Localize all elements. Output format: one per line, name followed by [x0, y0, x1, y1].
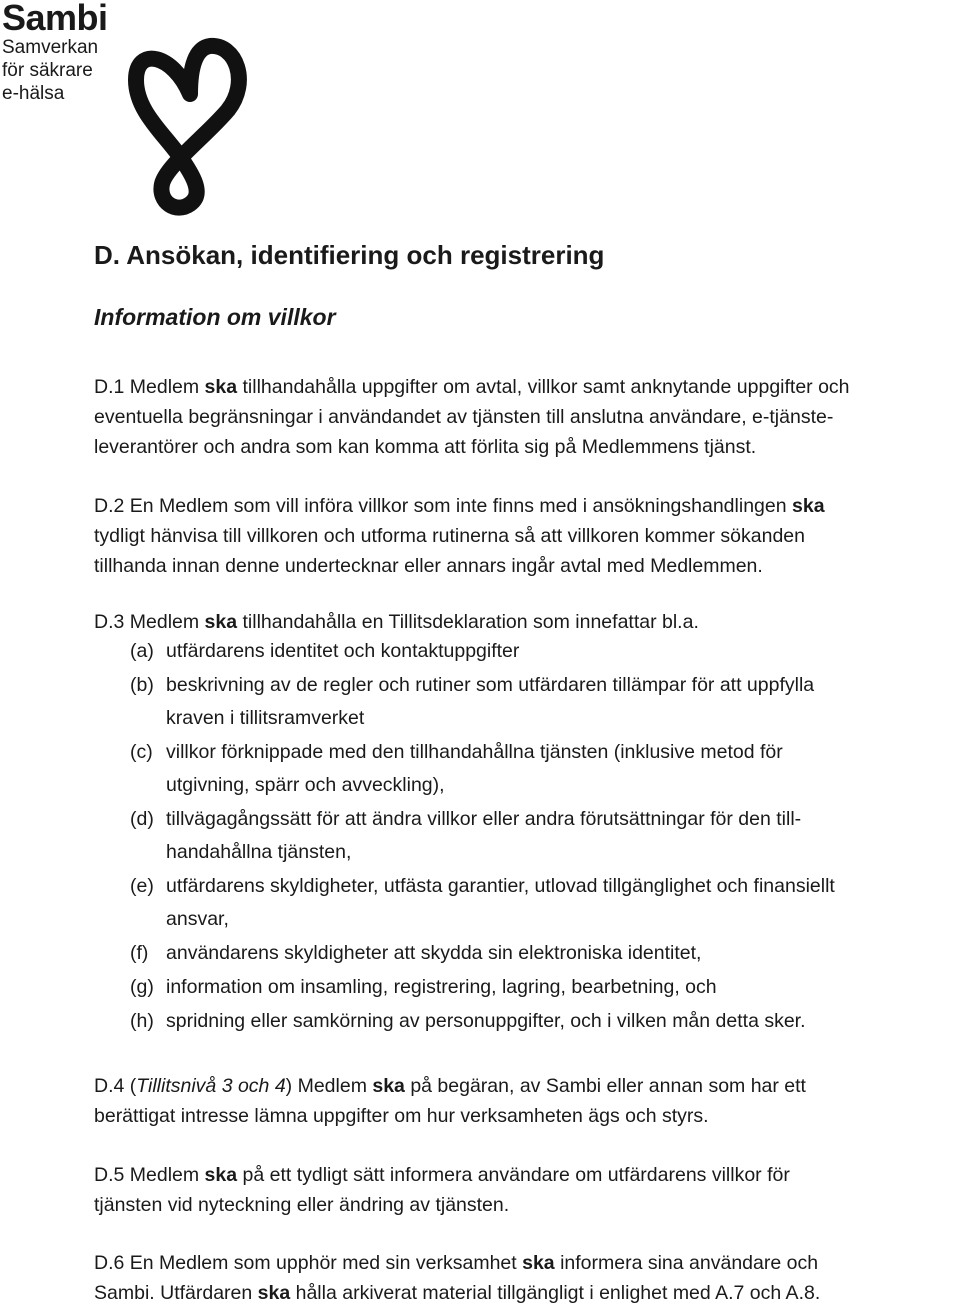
ska-emphasis: ska — [204, 376, 238, 398]
d2-line-1: D.2 En Medlem som vill införa villkor som inte finns med i ansökningshandlingen ska — [94, 495, 825, 517]
d1-line-3: leverantörer och andra som kan komma att förlita sig på Medlemmens tjänst. — [94, 436, 757, 458]
list-item: (c) villkor förknippade med den tillhandahållna tjänsten (inklusive metod för utgivning, spärr och avveckling), — [130, 736, 960, 802]
paragraph-d6: D.6 En Medlem som upphör med sin verksamhet ska informera sina användare och Sambi. Utfärdaren ska hålla arkiverat material tillgängligt i enlighet med A.7 och A.8. — [94, 1252, 821, 1304]
d2-line-2: tydligt hänvisa till villkoren och utforma rutinerna så att villkoren kommer sökanden — [94, 525, 805, 547]
ska-emphasis: ska — [522, 1252, 555, 1274]
ska-emphasis: ska — [372, 1075, 405, 1097]
ska-emphasis: ska — [792, 495, 825, 517]
list-item: (f) användarens skyldigheter att skydda sin elektroniska identitet, — [130, 937, 960, 970]
ska-emphasis: ska — [204, 1164, 238, 1186]
sambi-knot-heart-icon — [128, 36, 252, 218]
logo-name: Sambi — [2, 0, 108, 38]
list-item-label: (a) — [130, 640, 154, 662]
list-item: (e) utfärdarens skyldigheter, utfästa garantier, utlovad tillgänglighet och finansiellt ansvar, — [130, 870, 960, 936]
list-item-label: (b) — [130, 674, 154, 696]
logo-tagline-1: Samverkan — [2, 37, 99, 58]
d1-line-1: D.1 Medlem ska tillhandahålla uppgifter om avtal, villkor samt anknytande uppgifter och — [94, 376, 850, 398]
list-item-label: (h) — [130, 1010, 154, 1032]
section-heading: D. Ansökan, identifiering och registrering — [94, 240, 605, 270]
paragraph-d3-intro: D.3 Medlem ska tillhandahålla en Tillitsdeklaration som innefattar bl.a. — [94, 611, 699, 633]
paragraph-d4: D.4 (Tillitsnivå 3 och 4) Medlem ska på begäran, av Sambi eller annan som har ett berättigat intresse lämna uppgifter om hur verksamheten ägs och styrs. — [94, 1075, 806, 1127]
list-item: (a) utfärdarens identitet och kontaktuppgifter — [130, 635, 960, 668]
paragraph-d1 — [94, 372, 960, 462]
ska-emphasis: ska — [257, 1282, 291, 1304]
list-item: (h) spridning eller samkörning av personuppgifter, och i vilken mån detta sker. — [130, 1005, 960, 1038]
logo-tagline-3: e-hälsa — [2, 83, 65, 104]
logo-tagline-2: för säkrare — [2, 60, 93, 81]
tillitsniva-emphasis: Tillitsnivå 3 och 4 — [136, 1075, 286, 1097]
list-item: (b) beskrivning av de regler och rutiner som utfärdaren tillämpar för att uppfylla kraven i tillitsramverket — [130, 669, 960, 735]
list-item-label: (f) — [130, 942, 149, 964]
d2-line-3: tillhanda innan denne undertecknar eller annars ingår avtal med Medlemmen. — [94, 555, 763, 577]
list-item: (g) information om insamling, registrering, lagring, bearbetning, och — [130, 971, 960, 1004]
list-item-label: (e) — [130, 875, 154, 897]
paragraph-d2 — [94, 491, 960, 581]
d3-list — [130, 635, 960, 1039]
logo-text — [2, 0, 108, 105]
list-item: (d) tillvägagångssätt för att ändra villkor eller andra förutsättningar för den till- handahållna tjänsten, — [130, 803, 960, 869]
sambi-logo — [0, 0, 260, 220]
list-item-label: (g) — [130, 976, 154, 998]
paragraph-d5: D.5 Medlem ska på ett tydligt sätt informera användare om utfärdarens villkor för tjänsten vid nyteckning eller ändring av tjänsten. — [94, 1164, 790, 1216]
list-item-label: (d) — [130, 808, 154, 830]
d1-line-2: eventuella begränsningar i användandet av tjänsten till anslutna användare, e-tjänste- — [94, 406, 834, 428]
list-item-label: (c) — [130, 741, 153, 763]
section-subheading: Information om villkor — [94, 304, 336, 330]
ska-emphasis: ska — [204, 611, 238, 633]
